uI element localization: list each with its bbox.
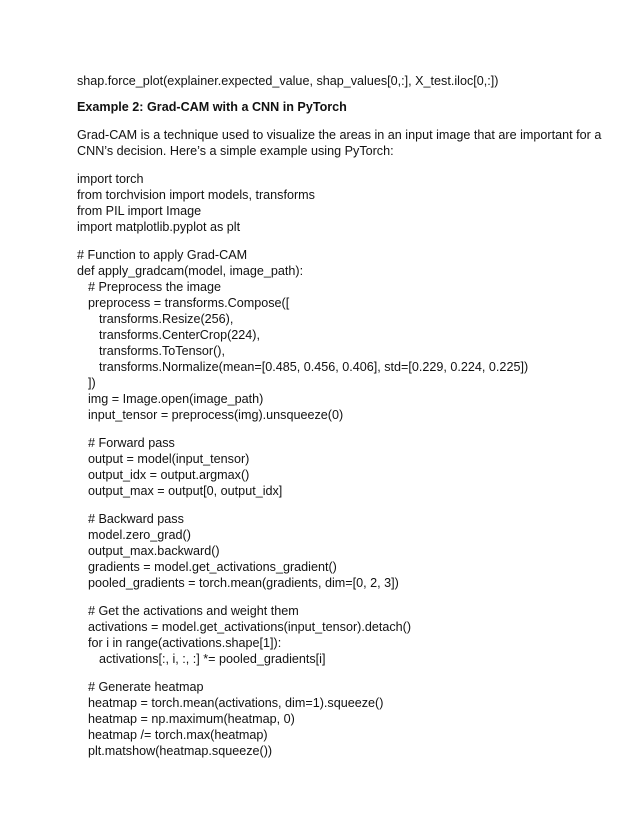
code-line-force-plot: shap.force_plot(explainer.expected_value, shap_values[0,:], X_test.iloc[0,:]) [77,74,499,88]
spacer [77,235,577,247]
code-line: ]) [88,376,96,390]
code-line: activations[:, i, :, :] *= pooled_gradients[i] [99,652,326,666]
spacer [77,499,577,511]
code-line: img = Image.open(image_path) [88,392,264,406]
code-line: preprocess = transforms.Compose([ [88,296,290,310]
code-line: pooled_gradients = torch.mean(gradients, dim=[0, 2, 3]) [88,576,399,590]
document-content [77,73,602,759]
code-comment: # Preprocess the image [88,280,222,294]
spacer [77,89,577,99]
code-line: import matplotlib.pyplot as plt [77,220,241,234]
code-block-imports [77,171,577,235]
code-line: from torchvision import models, transforms [77,188,315,202]
code-comment: # Forward pass [88,436,175,450]
intro-paragraph-line-1: Grad-CAM is a technique used to visualize the areas in an input image that are important for a [77,128,602,142]
code-line: activations = model.get_activations(input_tensor).detach() [88,620,412,634]
code-line: output = model(input_tensor) [88,452,250,466]
code-line: def apply_gradcam(model, image_path): [77,264,304,278]
code-line: output_idx = output.argmax() [88,468,250,482]
code-line: transforms.Resize(256), [99,312,234,326]
code-comment: # Backward pass [88,512,184,526]
code-comment: # Function to apply Grad-CAM [77,248,248,262]
code-line: transforms.Normalize(mean=[0.485, 0.456, 0.406], std=[0.229, 0.224, 0.225]) [99,360,529,374]
code-comment: # Get the activations and weight them [88,604,299,618]
code-line: transforms.ToTensor(), [99,344,225,358]
code-line: model.zero_grad() [88,528,191,542]
code-line: transforms.CenterCrop(224), [99,328,260,342]
code-line: plt.matshow(heatmap.squeeze()) [88,744,273,758]
code-line: for i in range(activations.shape[1]): [88,636,282,650]
code-comment: # Generate heatmap [88,680,204,694]
code-line: heatmap /= torch.max(heatmap) [88,728,268,742]
intro-paragraph-line-2: CNN’s decision. Here’s a simple example using PyTorch: [77,144,394,158]
code-line: gradients = model.get_activations_gradient() [88,560,337,574]
code-line: input_tensor = preprocess(img).unsqueeze(0) [88,408,344,422]
section-heading: Example 2: Grad-CAM with a CNN in PyTorch [77,100,347,114]
spacer [77,115,577,127]
code-block-function [77,247,577,759]
code-line: from PIL import Image [77,204,202,218]
spacer [77,159,577,171]
spacer [77,591,577,603]
code-line: heatmap = torch.mean(activations, dim=1).squeeze() [88,696,384,710]
code-line: heatmap = np.maximum(heatmap, 0) [88,712,295,726]
code-line: output_max = output[0, output_idx] [88,484,283,498]
spacer [77,423,577,435]
code-line: import torch [77,172,144,186]
code-line: output_max.backward() [88,544,220,558]
spacer [77,667,577,679]
